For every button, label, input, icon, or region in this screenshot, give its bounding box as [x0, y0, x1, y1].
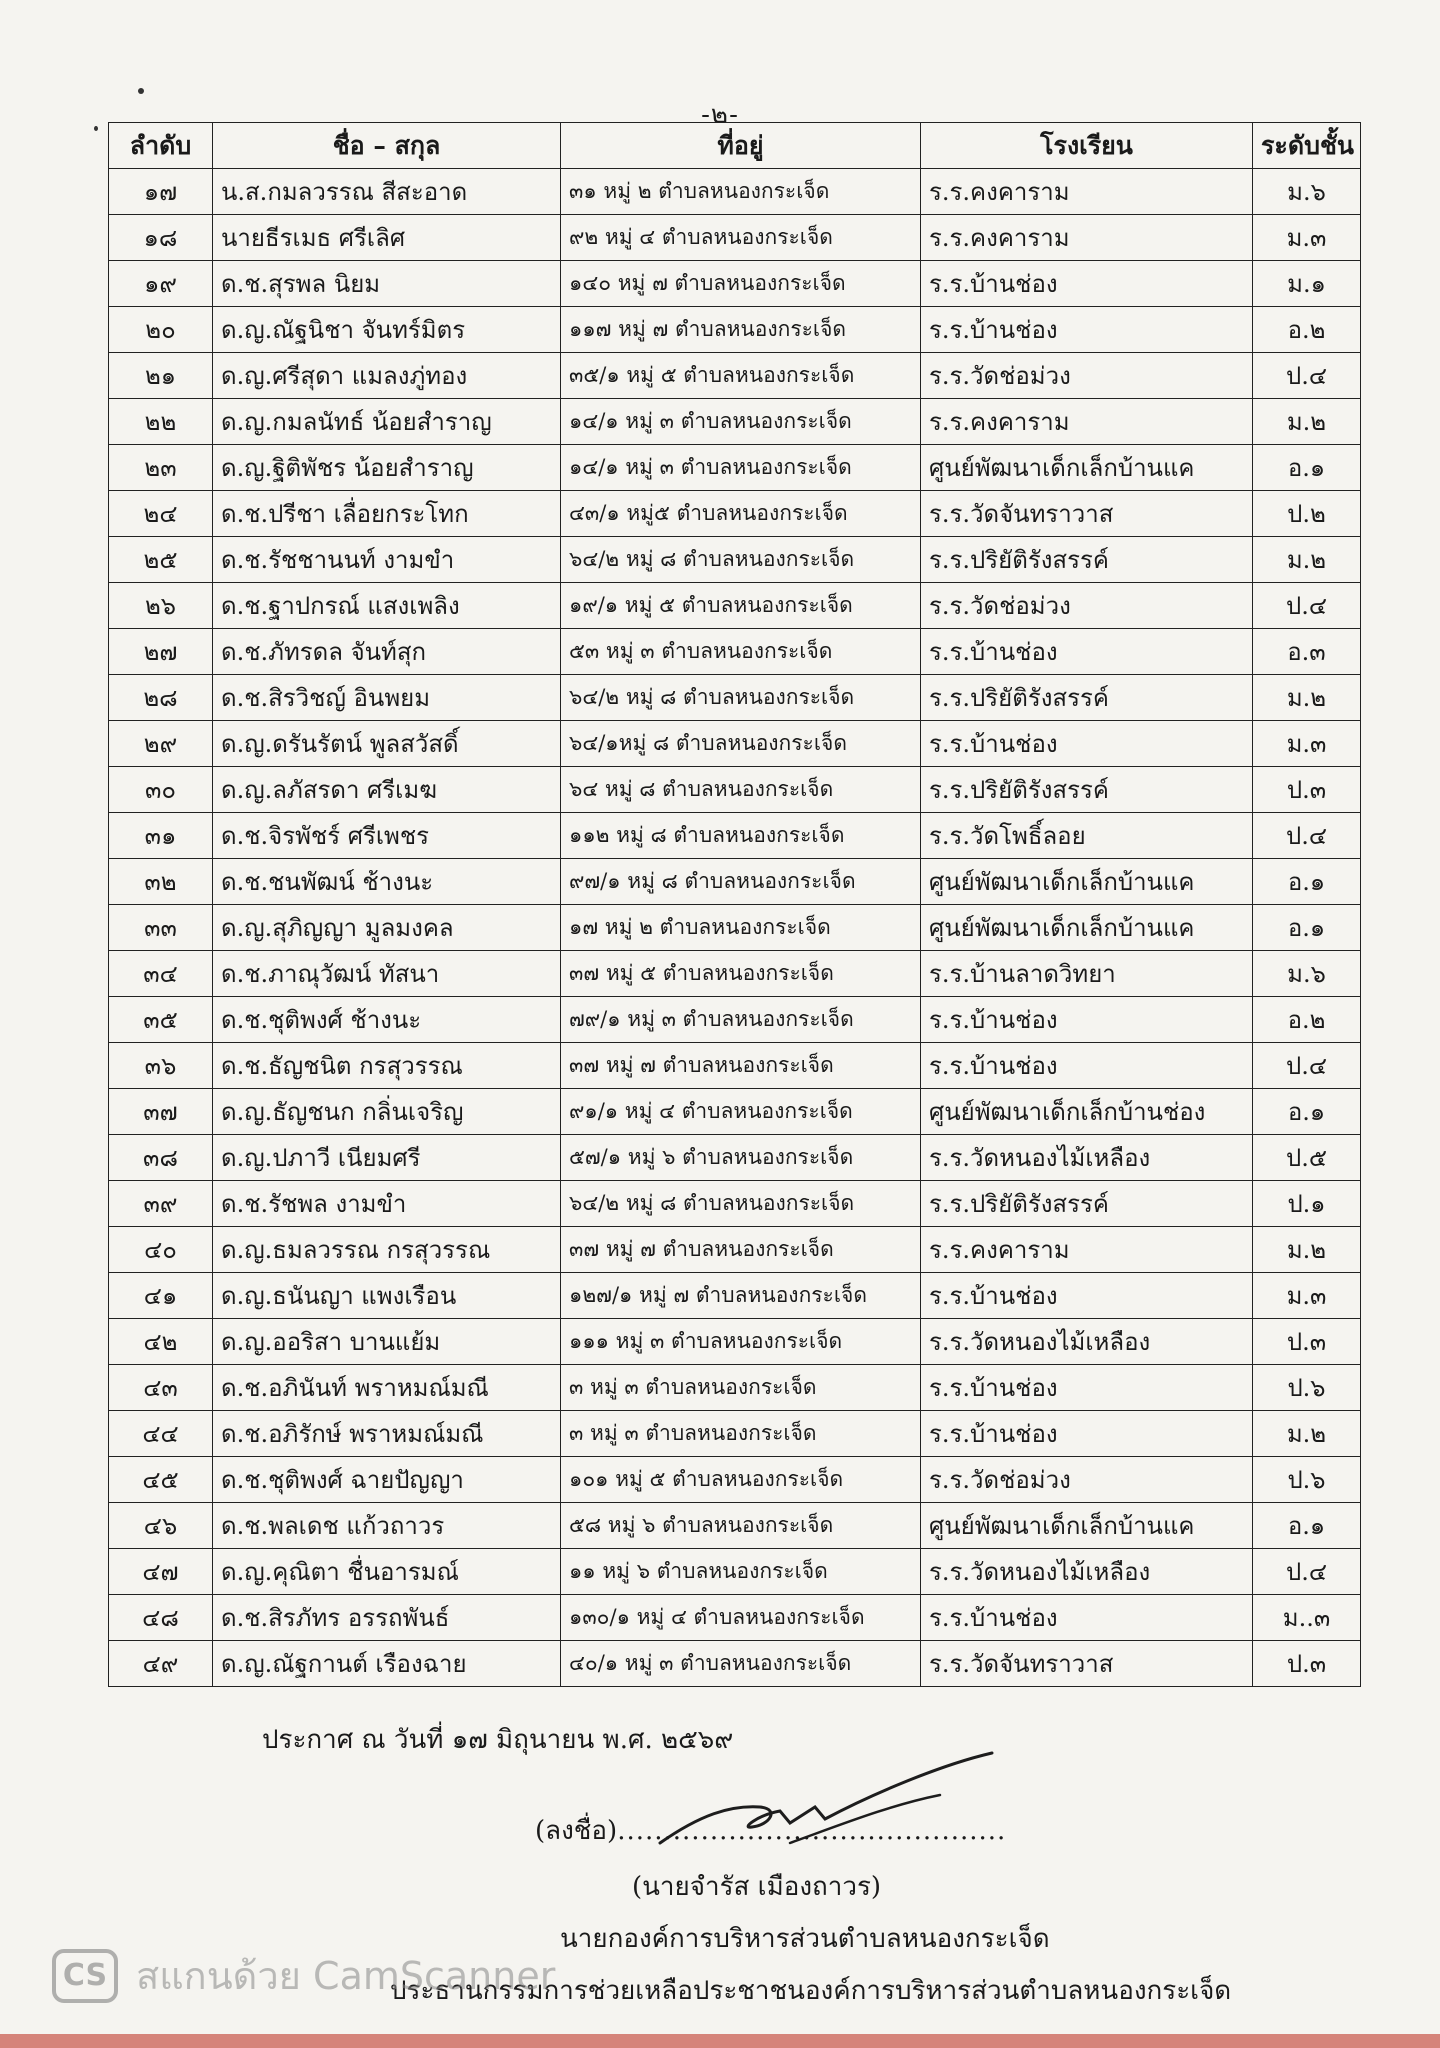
cell-address: ๓๕/๑ หมู่ ๕ ตำบลหนองกระเจ็ด — [561, 353, 921, 399]
cell-no: ๓๖ — [109, 1043, 213, 1089]
table-row — [109, 1457, 1361, 1503]
table-row — [109, 629, 1361, 675]
table-row — [109, 1181, 1361, 1227]
cell-name: ด.ช.ปรีชา เลื่อยกระโทก — [213, 491, 561, 537]
table-row — [109, 1641, 1361, 1687]
watermark-text: สแกนด้วย CamScanner — [136, 1954, 556, 1998]
table-row — [109, 813, 1361, 859]
cell-level: ป.๔ — [1253, 1043, 1361, 1089]
cell-level: อ.๑ — [1253, 445, 1361, 491]
cell-level: ม.๖ — [1253, 951, 1361, 997]
recipient-table — [108, 122, 1361, 1687]
cell-name: ด.ญ.ธัญชนก กลิ่นเจริญ — [213, 1089, 561, 1135]
cell-name: ด.ช.อภิรักษ์ พราหมณ์มณี — [213, 1411, 561, 1457]
cell-school: ร.ร.วัดจันทราวาส — [921, 1641, 1253, 1687]
table-row — [109, 675, 1361, 721]
cell-level: อ.๑ — [1253, 859, 1361, 905]
cell-name: ด.ญ.คุณิตา ชื่นอารมณ์ — [213, 1549, 561, 1595]
cell-level: อ.๓ — [1253, 629, 1361, 675]
cell-address: ๗๙/๑ หมู่ ๓ ตำบลหนองกระเจ็ด — [561, 997, 921, 1043]
cell-level: ป.๕ — [1253, 1135, 1361, 1181]
cell-no: ๓๐ — [109, 767, 213, 813]
scanner-watermark — [52, 1945, 555, 2006]
table-row — [109, 215, 1361, 261]
cell-school: ร.ร.บ้านช่อง — [921, 1365, 1253, 1411]
cell-no: ๒๘ — [109, 675, 213, 721]
table-row — [109, 353, 1361, 399]
cell-school: ร.ร.บ้านช่อง — [921, 1043, 1253, 1089]
cell-school: ร.ร.วัดช่อม่วง — [921, 353, 1253, 399]
header-address: ที่อยู่ — [561, 123, 921, 169]
cell-level: ป.๔ — [1253, 583, 1361, 629]
cell-address: ๑๑ หมู่ ๖ ตำบลหนองกระเจ็ด — [561, 1549, 921, 1595]
cell-level: ม.๓ — [1253, 1273, 1361, 1319]
cell-address: ๙๗/๑ หมู่ ๘ ตำบลหนองกระเจ็ด — [561, 859, 921, 905]
cell-address: ๖๔ หมู่ ๘ ตำบลหนองกระเจ็ด — [561, 767, 921, 813]
cell-no: ๓๕ — [109, 997, 213, 1043]
cell-school: ศูนย์พัฒนาเด็กเล็กบ้านแค — [921, 859, 1253, 905]
cell-address: ๑๙/๑ หมู่ ๕ ตำบลหนองกระเจ็ด — [561, 583, 921, 629]
cell-no: ๔๙ — [109, 1641, 213, 1687]
cell-address: ๑๔/๑ หมู่ ๓ ตำบลหนองกระเจ็ด — [561, 445, 921, 491]
sign-dots: .......................................... — [617, 1816, 1007, 1846]
cell-no: ๒๕ — [109, 537, 213, 583]
cell-school: ร.ร.บ้านช่อง — [921, 629, 1253, 675]
cell-no: ๔๗ — [109, 1549, 213, 1595]
cell-name: ด.ญ.ณัฐกานต์ เรืองฉาย — [213, 1641, 561, 1687]
header-name: ชื่อ – สกุล — [213, 123, 561, 169]
table-row — [109, 445, 1361, 491]
table-row — [109, 399, 1361, 445]
cell-no: ๑๘ — [109, 215, 213, 261]
cell-level: ม.๓ — [1253, 721, 1361, 767]
cell-address: ๓๗ หมู่ ๗ ตำบลหนองกระเจ็ด — [561, 1227, 921, 1273]
table-row — [109, 905, 1361, 951]
cell-name: ด.ช.ฐาปกรณ์ แสงเพลิง — [213, 583, 561, 629]
cell-no: ๔๕ — [109, 1457, 213, 1503]
table-row — [109, 1365, 1361, 1411]
cell-school: ร.ร.ปริยัติรังสรรค์ — [921, 1181, 1253, 1227]
header-school: โรงเรียน — [921, 123, 1253, 169]
cell-level: ป.๒ — [1253, 491, 1361, 537]
cell-name: ด.ช.ธัญชนิต กรสุวรรณ — [213, 1043, 561, 1089]
cell-school: ร.ร.วัดช่อม่วง — [921, 583, 1253, 629]
cell-address: ๑๑๗ หมู่ ๗ ตำบลหนองกระเจ็ด — [561, 307, 921, 353]
table-row — [109, 261, 1361, 307]
cell-level: ม.๒ — [1253, 1411, 1361, 1457]
cell-no: ๒๐ — [109, 307, 213, 353]
signature-line — [535, 1810, 1006, 1851]
table-row — [109, 1043, 1361, 1089]
cell-school: ร.ร.บ้านช่อง — [921, 1595, 1253, 1641]
cell-no: ๓๗ — [109, 1089, 213, 1135]
cell-school: ร.ร.ปริยัติรังสรรค์ — [921, 767, 1253, 813]
cell-no: ๓๒ — [109, 859, 213, 905]
cell-name: ด.ญ.ธนันญา แพงเรือน — [213, 1273, 561, 1319]
cell-school: ร.ร.บ้านช่อง — [921, 307, 1253, 353]
cell-address: ๔๐/๑ หมู่ ๓ ตำบลหนองกระเจ็ด — [561, 1641, 921, 1687]
cell-no: ๓๔ — [109, 951, 213, 997]
cell-name: ด.ญ.ปภาวี เนียมศรี — [213, 1135, 561, 1181]
cell-address: ๑๔/๑ หมู่ ๓ ตำบลหนองกระเจ็ด — [561, 399, 921, 445]
cell-address: ๑๔๐ หมู่ ๗ ตำบลหนองกระเจ็ด — [561, 261, 921, 307]
table-row — [109, 1227, 1361, 1273]
table-row — [109, 721, 1361, 767]
table-row — [109, 951, 1361, 997]
cell-level: ป.๔ — [1253, 1549, 1361, 1595]
table-row — [109, 1319, 1361, 1365]
table-row — [109, 307, 1361, 353]
cell-no: ๑๗ — [109, 169, 213, 215]
cell-address: ๕๗/๑ หมู่ ๖ ตำบลหนองกระเจ็ด — [561, 1135, 921, 1181]
cell-school: ร.ร.บ้านช่อง — [921, 1411, 1253, 1457]
cell-level: ป.๓ — [1253, 767, 1361, 813]
cell-name: ด.ช.สิรภัทร อรรถพันธ์ — [213, 1595, 561, 1641]
cell-address: ๑๗ หมู่ ๒ ตำบลหนองกระเจ็ด — [561, 905, 921, 951]
cell-name: ด.ญ.ดรันรัตน์ พูลสวัสดิ์ — [213, 721, 561, 767]
cell-no: ๔๑ — [109, 1273, 213, 1319]
cell-school: ร.ร.คงคาราม — [921, 169, 1253, 215]
cell-name: ด.ช.อภินันท์ พราหมณ์มณี — [213, 1365, 561, 1411]
cell-school: ร.ร.คงคาราม — [921, 215, 1253, 261]
table-header-row — [109, 123, 1361, 169]
cell-school: ร.ร.คงคาราม — [921, 399, 1253, 445]
cell-name: ด.ญ.ธมลวรรณ กรสุวรรณ — [213, 1227, 561, 1273]
table-row — [109, 169, 1361, 215]
cell-no: ๒๖ — [109, 583, 213, 629]
header-level: ระดับชั้น — [1253, 123, 1361, 169]
cell-address: ๔๓/๑ หมู่๕ ตำบลหนองกระเจ็ด — [561, 491, 921, 537]
cell-no: ๑๙ — [109, 261, 213, 307]
table-row — [109, 1273, 1361, 1319]
cell-name: ด.ญ.กมลนัทธ์ น้อยสำราญ — [213, 399, 561, 445]
cell-address: ๓๑ หมู่ ๒ ตำบลหนองกระเจ็ด — [561, 169, 921, 215]
cell-address: ๑๐๑ หมู่ ๕ ตำบลหนองกระเจ็ด — [561, 1457, 921, 1503]
cell-level: ป.๔ — [1253, 813, 1361, 859]
cell-level: ม.๒ — [1253, 537, 1361, 583]
cell-no: ๒๒ — [109, 399, 213, 445]
cell-name: ด.ญ.ฐิติพัชร น้อยสำราญ — [213, 445, 561, 491]
table-row — [109, 1503, 1361, 1549]
cell-school: ร.ร.บ้านช่อง — [921, 997, 1253, 1043]
table-row — [109, 491, 1361, 537]
cell-name: ด.ญ.ณัฐนิชา จันทร์มิตร — [213, 307, 561, 353]
cell-level: ม.๒ — [1253, 675, 1361, 721]
cell-address: ๖๔/๑หมู่ ๘ ตำบลหนองกระเจ็ด — [561, 721, 921, 767]
cell-level: อ.๑ — [1253, 1089, 1361, 1135]
cell-level: ป.๔ — [1253, 353, 1361, 399]
cell-name: ด.ช.สิรวิชญ์ อินพยม — [213, 675, 561, 721]
cell-address: ๓ หมู่ ๓ ตำบลหนองกระเจ็ด — [561, 1411, 921, 1457]
cell-level: อ.๒ — [1253, 307, 1361, 353]
cell-no: ๒๗ — [109, 629, 213, 675]
cell-no: ๒๔ — [109, 491, 213, 537]
sign-prefix: (ลงชื่อ) — [535, 1816, 618, 1846]
cell-name: ด.ญ.ลภัสรดา ศรีเมฆ — [213, 767, 561, 813]
table-row — [109, 859, 1361, 905]
camscanner-logo-icon: CS — [52, 1949, 118, 2003]
cell-name: ด.ญ.ศรีสุดา แมลงภู่ทอง — [213, 353, 561, 399]
cell-address: ๑๑๒ หมู่ ๘ ตำบลหนองกระเจ็ด — [561, 813, 921, 859]
cell-address: ๖๔/๒ หมู่ ๘ ตำบลหนองกระเจ็ด — [561, 1181, 921, 1227]
cell-name: ด.ช.สุรพล นิยม — [213, 261, 561, 307]
cell-school: ร.ร.คงคาราม — [921, 1227, 1253, 1273]
cell-no: ๒๑ — [109, 353, 213, 399]
cell-no: ๔๔ — [109, 1411, 213, 1457]
header-no: ลำดับ — [109, 123, 213, 169]
cell-address: ๖๔/๒ หมู่ ๘ ตำบลหนองกระเจ็ด — [561, 537, 921, 583]
cell-level: อ.๑ — [1253, 905, 1361, 951]
signer-role: ประธานกรรมการช่วยเหลือประชาชนองค์การบริหารส่วนตำบลหนองกระเจ็ด — [390, 1976, 1232, 2006]
cell-level: ป.๖ — [1253, 1457, 1361, 1503]
cell-no: ๔๘ — [109, 1595, 213, 1641]
cell-school: ร.ร.วัดหนองไม้เหลือง — [921, 1135, 1253, 1181]
cell-school: ร.ร.วัดช่อม่วง — [921, 1457, 1253, 1503]
cell-level: ม.๒ — [1253, 399, 1361, 445]
cell-level: ป.๓ — [1253, 1641, 1361, 1687]
cell-address: ๓ หมู่ ๓ ตำบลหนองกระเจ็ด — [561, 1365, 921, 1411]
cell-level: ม..๓ — [1253, 1595, 1361, 1641]
cell-address: ๑๒๗/๑ หมู่ ๗ ตำบลหนองกระเจ็ด — [561, 1273, 921, 1319]
cell-level: อ.๒ — [1253, 997, 1361, 1043]
cell-no: ๓๓ — [109, 905, 213, 951]
cell-address: ๙๑/๑ หมู่ ๔ ตำบลหนองกระเจ็ด — [561, 1089, 921, 1135]
table-row — [109, 1135, 1361, 1181]
cell-no: ๒๓ — [109, 445, 213, 491]
cell-level: อ.๑ — [1253, 1503, 1361, 1549]
cell-school: ร.ร.วัดหนองไม้เหลือง — [921, 1319, 1253, 1365]
cell-no: ๔๓ — [109, 1365, 213, 1411]
cell-name: ด.ช.รัชพล งามขำ — [213, 1181, 561, 1227]
cell-address: ๖๔/๒ หมู่ ๘ ตำบลหนองกระเจ็ด — [561, 675, 921, 721]
cell-school: ร.ร.บ้านช่อง — [921, 721, 1253, 767]
cell-name: ด.ช.ภัทรดล จันท์สุก — [213, 629, 561, 675]
cell-name: ด.ช.ชนพัฒน์ ช้างนะ — [213, 859, 561, 905]
cell-school: ศูนย์พัฒนาเด็กเล็กบ้านแค — [921, 445, 1253, 491]
table-row — [109, 537, 1361, 583]
cell-name: น.ส.กมลวรรณ สีสะอาด — [213, 169, 561, 215]
cell-name: ด.ช.ชุติพงศ์ ช้างนะ — [213, 997, 561, 1043]
page-bottom-edge — [0, 2034, 1440, 2048]
cell-school: ร.ร.วัดหนองไม้เหลือง — [921, 1549, 1253, 1595]
cell-address: ๙๒ หมู่ ๔ ตำบลหนองกระเจ็ด — [561, 215, 921, 261]
table-row — [109, 1089, 1361, 1135]
cell-address: ๑๓๐/๑ หมู่ ๔ ตำบลหนองกระเจ็ด — [561, 1595, 921, 1641]
cell-no: ๔๖ — [109, 1503, 213, 1549]
cell-level: ป.๖ — [1253, 1365, 1361, 1411]
cell-address: ๓๗ หมู่ ๕ ตำบลหนองกระเจ็ด — [561, 951, 921, 997]
cell-name: ด.ช.พลเดช แก้วถาวร — [213, 1503, 561, 1549]
cell-school: ร.ร.ปริยัติรังสรรค์ — [921, 537, 1253, 583]
table-body — [109, 169, 1361, 1687]
cell-school: ร.ร.บ้านช่อง — [921, 261, 1253, 307]
table-row — [109, 997, 1361, 1043]
cell-address: ๕๓ หมู่ ๓ ตำบลหนองกระเจ็ด — [561, 629, 921, 675]
cell-level: ม.๖ — [1253, 169, 1361, 215]
table-row — [109, 1549, 1361, 1595]
cell-school: ร.ร.บ้านช่อง — [921, 1273, 1253, 1319]
cell-no: ๓๑ — [109, 813, 213, 859]
cell-school: ศูนย์พัฒนาเด็กเล็กบ้านแค — [921, 905, 1253, 951]
cell-level: ม.๓ — [1253, 215, 1361, 261]
cell-no: ๔๒ — [109, 1319, 213, 1365]
cell-school: ศูนย์พัฒนาเด็กเล็กบ้านช่อง — [921, 1089, 1253, 1135]
cell-name: ด.ช.ภาณุวัฒน์ ทัสนา — [213, 951, 561, 997]
signer-title: นายกองค์การบริหารส่วนตำบลหนองกระเจ็ด — [560, 1924, 1050, 1954]
cell-address: ๓๗ หมู่ ๗ ตำบลหนองกระเจ็ด — [561, 1043, 921, 1089]
cell-no: ๔๐ — [109, 1227, 213, 1273]
cell-level: ป.๑ — [1253, 1181, 1361, 1227]
cell-school: ร.ร.วัดจันทราวาส — [921, 491, 1253, 537]
cell-level: ม.๑ — [1253, 261, 1361, 307]
cell-name: ด.ช.รัชชานนท์ งามขำ — [213, 537, 561, 583]
cell-level: ป.๓ — [1253, 1319, 1361, 1365]
signer-name: (นายจำรัส เมืองถาวร) — [632, 1872, 882, 1902]
cell-name: ด.ช.จิรพัชร์ ศรีเพชร — [213, 813, 561, 859]
cell-no: ๒๙ — [109, 721, 213, 767]
cell-name: ด.ญ.ออริสา บานแย้ม — [213, 1319, 561, 1365]
cell-school: ร.ร.บ้านลาดวิทยา — [921, 951, 1253, 997]
cell-school: ร.ร.วัดโพธิ์ลอย — [921, 813, 1253, 859]
cell-name: ด.ญ.สุภิญญา มูลมงคล — [213, 905, 561, 951]
announcement-date: ประกาศ ณ วันที่ ๑๗ มิถุนายน พ.ศ. ๒๕๖๙ — [262, 1725, 734, 1755]
cell-name: นายธีรเมธ ศรีเลิศ — [213, 215, 561, 261]
table-row — [109, 1411, 1361, 1457]
cell-school: ศูนย์พัฒนาเด็กเล็กบ้านแค — [921, 1503, 1253, 1549]
table-row — [109, 1595, 1361, 1641]
cell-name: ด.ช.ชุติพงศ์ ฉายปัญญา — [213, 1457, 561, 1503]
table-row — [109, 583, 1361, 629]
cell-address: ๑๑๑ หมู่ ๓ ตำบลหนองกระเจ็ด — [561, 1319, 921, 1365]
page-number: -๒- — [701, 100, 739, 130]
cell-address: ๕๘ หมู่ ๖ ตำบลหนองกระเจ็ด — [561, 1503, 921, 1549]
table-row — [109, 767, 1361, 813]
cell-level: ม.๒ — [1253, 1227, 1361, 1273]
cell-no: ๓๙ — [109, 1181, 213, 1227]
cell-no: ๓๘ — [109, 1135, 213, 1181]
cell-school: ร.ร.ปริยัติรังสรรค์ — [921, 675, 1253, 721]
